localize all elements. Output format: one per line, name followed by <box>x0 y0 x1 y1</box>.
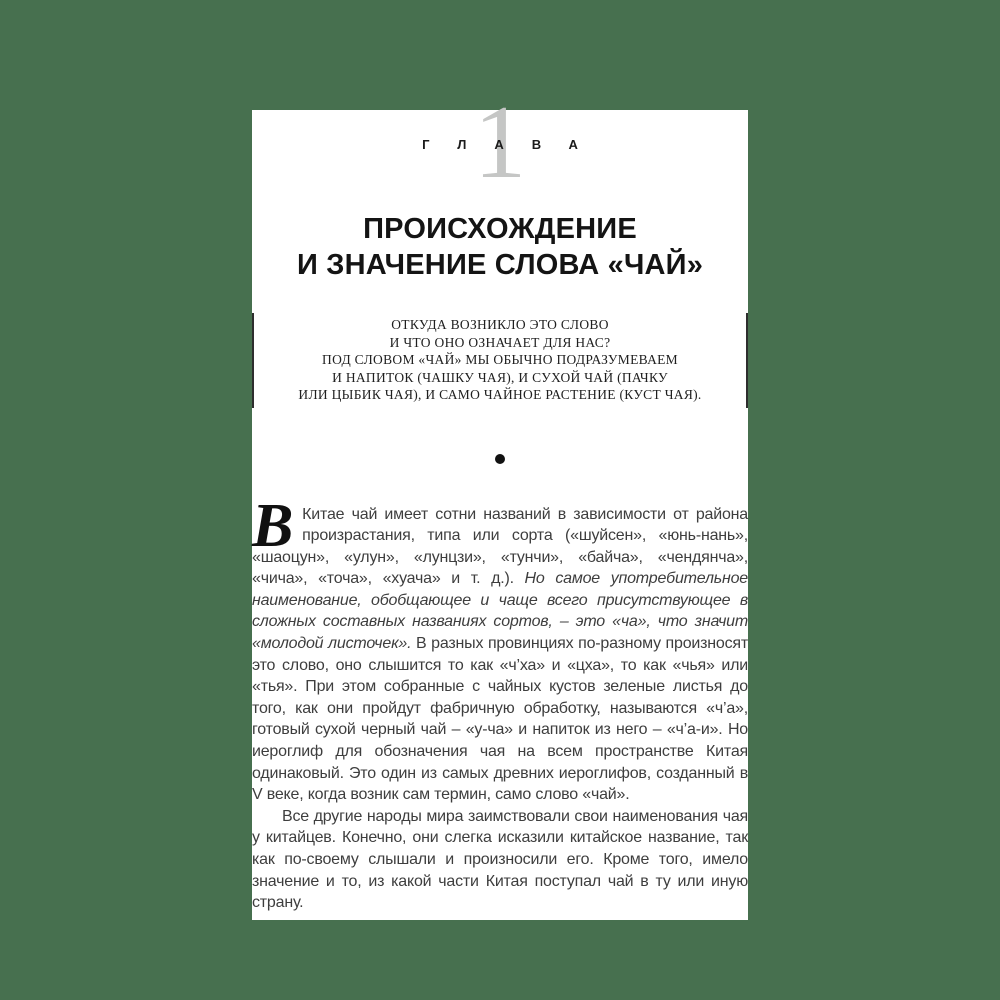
body-paragraph-2: Все другие народы мира заимствовали свои наименования чая у китайцев. Конечно, они слегка исказили китайское название, так как по-своему слышали и произносили его. Кроме того, имело значение и то, из какой части Китая поступал чай в ту или иную страну. <box>252 807 748 912</box>
chapter-number: 1 <box>473 83 527 200</box>
chapter-title-line-2: И ЗНАЧЕНИЕ СЛОВА «ЧАЙ» <box>296 249 704 281</box>
chapter-label-text: ГЛАВА <box>422 137 606 152</box>
epigraph-line: ОТКУДА ВОЗНИКЛО ЭТО СЛОВО <box>391 317 609 332</box>
drop-cap: В <box>252 491 294 560</box>
epigraph-line: И НАПИТОК (ЧАШКУ ЧАЯ), И СУХОЙ ЧАЙ (ПАЧКУ <box>332 369 668 385</box>
epigraph <box>252 313 748 408</box>
epigraph-line: ПОД СЛОВОМ «ЧАЙ» МЫ ОБЫЧНО ПОДРАЗУМЕВАЕМ <box>322 352 678 367</box>
paragraph-1-segment-italic: Но самое употребительное наименование, обобщающее и чаще всего присутствующее в сложных составных названиях сортов, – это «ча», что значит «молодой листочек». <box>252 570 748 653</box>
section-divider-bullet-icon <box>495 454 505 464</box>
epigraph-line: ИЛИ ЦЫБИК ЧАЯ), И САМО ЧАЙНОЕ РАСТЕНИЕ (КУСТ ЧАЯ). <box>298 387 702 402</box>
book-page <box>252 83 748 920</box>
chapter-title-line-1: ПРОИСХОЖДЕНИЕ <box>363 213 637 245</box>
body-paragraph-1 <box>252 491 748 806</box>
paragraph-1-segment-regular: Китае чай имеет сотни названий в зависимости от района произрастания, типа или сорта («шуйсен», «юнь-нань», «шаоцун», «улун», «лунцзи», «тунчи», «байча», «чендянча», «чича», «точа», «хуача» и т. д.). <box>252 505 748 588</box>
body-text <box>252 491 748 914</box>
paragraph-1-segment-regular: В разных провинциях по-разному произносят это слово, оно слышится то как «ч’ха» и «цха», то как «чья» или «тья». При этом собранные с чайных кустов зеленые листья до того, как они пройдут фабричную обработку, называются «ч’а», готовый сухой черный чай – «у-ча» и напиток из него – «ч’а-и». Но иероглиф для обозначения чая на всем пространстве Китая одинаковый. Это один из самых древних иероглифов, созданный в V веке, когда возник сам термин, само слово «чай». <box>252 635 748 804</box>
epigraph-line: И ЧТО ОНО ОЗНАЧАЕТ ДЛЯ НАС? <box>389 334 611 350</box>
chapter-title <box>252 110 748 283</box>
